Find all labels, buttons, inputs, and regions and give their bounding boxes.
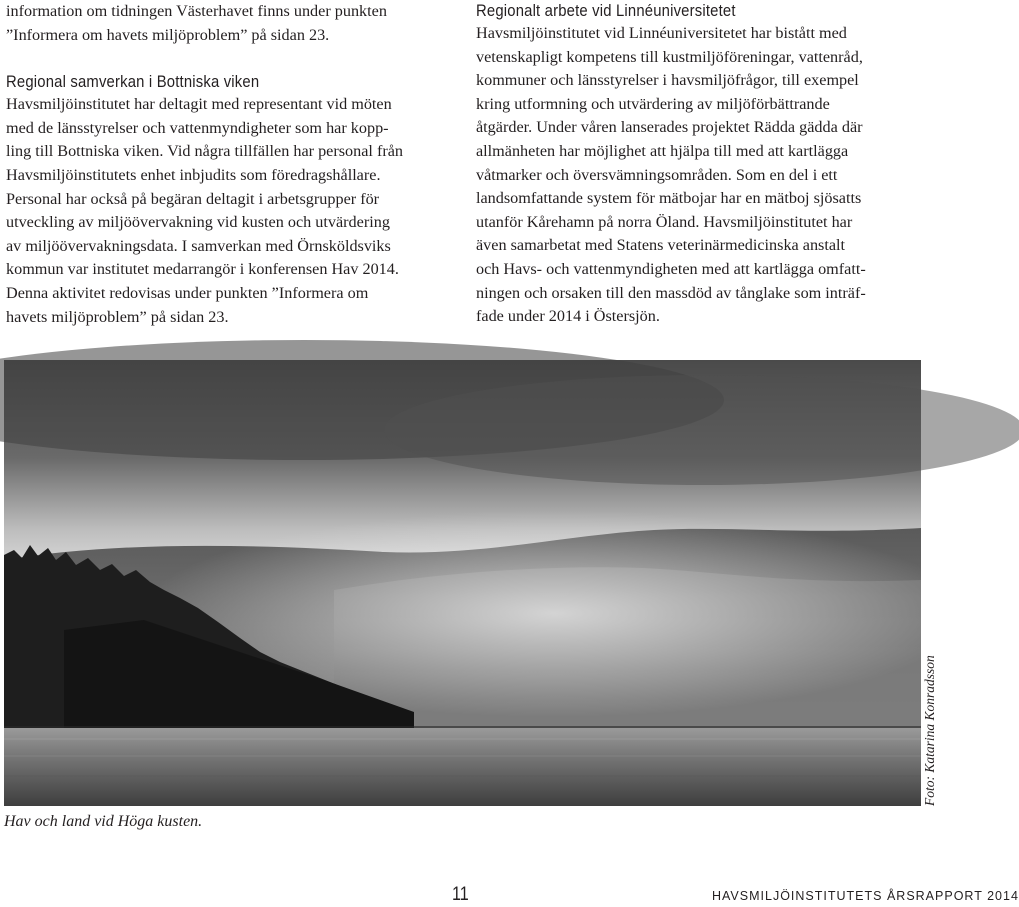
text-line: utanför Kårehamn på norra Öland. Havsmiljöinstitutet har <box>476 212 853 231</box>
section-heading-bottniska: Regional samverkan i Bottniska viken <box>6 73 260 92</box>
text-line: ningen och orsaken till den massdöd av tånglake som inträf- <box>476 283 866 302</box>
text-line: Personal har också på begäran deltagit i arbetsgrupper för <box>6 189 380 208</box>
text-line: information om tidningen Västerhavet finns under punkten <box>6 2 387 20</box>
text-line: Havsmiljöinstitutet vid Linnéuniversitetet har bistått med <box>476 24 847 42</box>
text-line: landsomfattande system för mätbojar har en mätboj sjösatts <box>476 189 862 208</box>
section-body-linne <box>476 22 946 329</box>
text-line: havets miljöproblem” på sidan 23. <box>6 307 229 326</box>
running-head: HAVSMILJÖINSTITUTETS ÅRSRAPPORT 2014 <box>712 889 1019 903</box>
photo-caption: Hav och land vid Höga kusten. <box>4 813 203 830</box>
text-line: ling till Bottniska viken. Vid några tillfällen har personal från <box>6 142 404 161</box>
text-line: med de länsstyrelser och vattenmyndigheter som har kopp- <box>6 118 389 137</box>
text-line: även samarbetat med Statens veterinärmedicinska anstalt <box>476 236 846 255</box>
section-heading-linne: Regionalt arbete vid Linnéuniversitetet <box>476 2 736 20</box>
intro-paragraph <box>6 0 446 47</box>
text-line: fade under 2014 i Östersjön. <box>476 307 660 326</box>
landscape-illustration <box>4 360 921 806</box>
left-column <box>6 0 446 329</box>
text-line: kring utformning och utvärdering av miljöförbättrande <box>476 94 830 113</box>
text-line: av miljöövervakningsdata. I samverkan med Örnsköldsviks <box>6 236 391 255</box>
text-line: allmänheten har möjlighet att hjälpa till med att kartlägga <box>476 141 849 160</box>
right-column <box>476 0 946 329</box>
page-number: 11 <box>452 884 469 905</box>
text-line: åtgärder. Under våren lanserades projektet Rädda gädda där <box>476 118 863 137</box>
text-line: ”Informera om havets miljöproblem” på sidan 23. <box>6 25 330 44</box>
text-line: Denna aktivitet redovisas under punkten ”Informera om <box>6 283 369 302</box>
text-line: kommun var institutet medarrangör i konferensen Hav 2014. <box>6 260 399 279</box>
text-line: våtmarker och översvämningsområden. Som en del i ett <box>476 165 838 184</box>
text-line: utveckling av miljöövervakning vid kusten och utvärdering <box>6 213 390 232</box>
photo-credit: Foto: Katarina Konradsson <box>922 655 937 806</box>
text-line: vetenskapligt kompetens till kustmiljöföreningar, vattenråd, <box>476 47 863 66</box>
landscape-photo <box>4 360 921 806</box>
text-line: kommuner och länsstyrelser i havsmiljöfrågor, till exempel <box>476 71 859 90</box>
text-line: Havsmiljöinstitutets enhet inbjudits som föredragshållare. <box>6 165 381 184</box>
text-line: Havsmiljöinstitutet har deltagit med representant vid möten <box>6 95 392 114</box>
text-line: och Havs- och vattenmyndigheten med att kartlägga omfatt- <box>476 259 866 278</box>
section-body-bottniska <box>6 93 446 329</box>
